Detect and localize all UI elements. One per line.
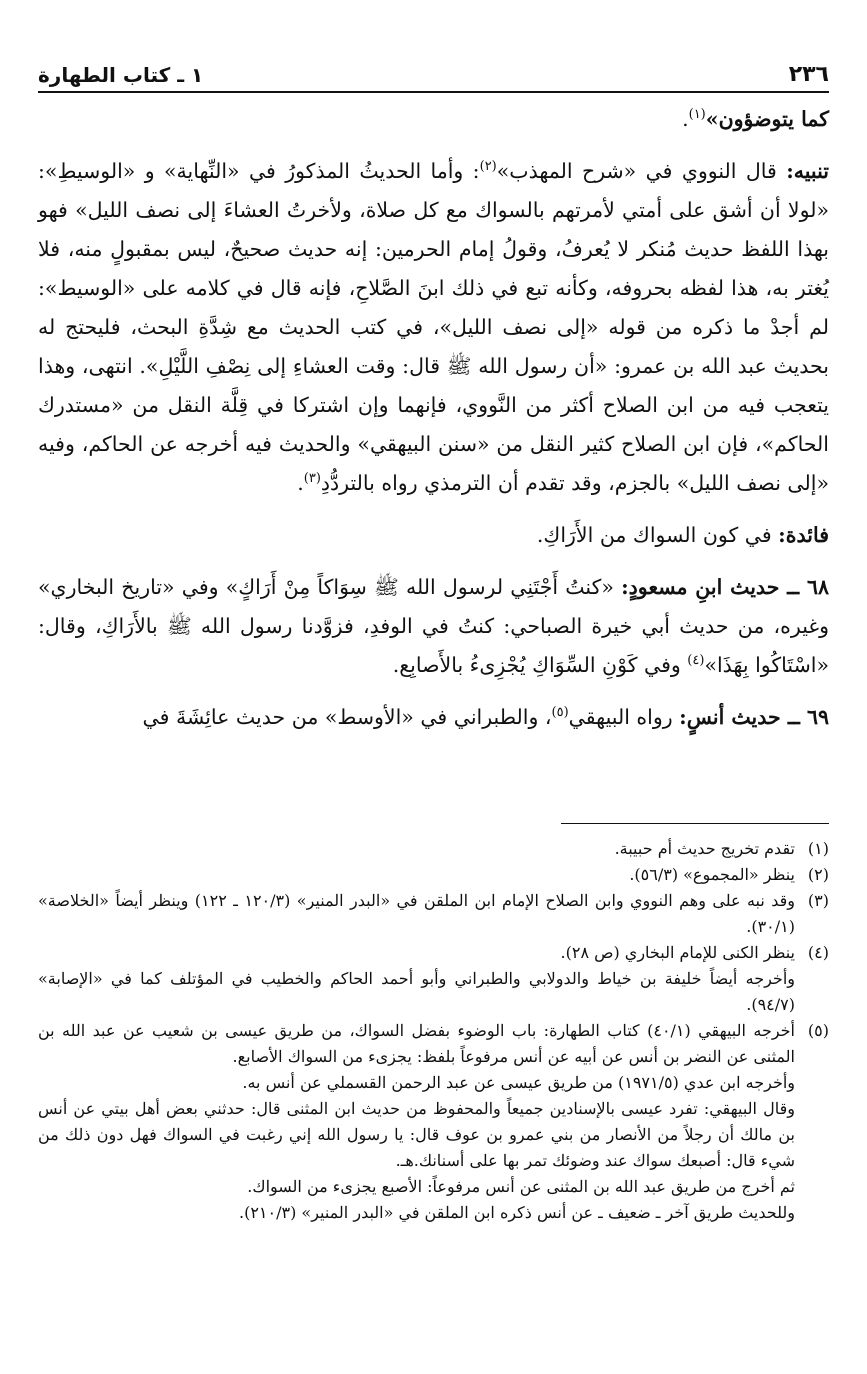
hadith-68-text-2: وفي كَوْنِ السِّوَاكِ يُجْزِىءُ بالأَصابِع.: [392, 653, 688, 677]
main-text: [38, 100, 829, 750]
hadith-69-text-1: رواه البيهقي: [568, 705, 680, 729]
footnote-item: [38, 862, 829, 888]
footnote-number: (٤): [807, 943, 829, 962]
opening-text: كما يتوضؤون»: [705, 107, 829, 131]
footnote-number: (٣): [807, 891, 829, 910]
footnote-number: (٥): [807, 1021, 829, 1040]
footnotes: [38, 836, 829, 1226]
paragraph-hadith-68: [38, 568, 829, 685]
paragraph-tanbih: [38, 152, 829, 503]
tanbih-text-1: قال النووي في «شرح المهذب»: [496, 159, 787, 183]
footnote-ref-2: (٢): [479, 159, 497, 175]
paragraph-hadith-69: [38, 698, 829, 737]
hadith-68-text-1: «كنتُ أَجْتَنِي لرسول الله ﷺ سِوَاكاً مِنْ أَرَاكٍ» وفي «تاريخ البخاري» وغيره، من حديث أبي خيرة الصباحي: كنتُ في الوفدِ، فزوَّدنا رسول الله ﷺ بالأَرَاكِ، وقال: «اسْتَاكُوا بِهَذَا»: [38, 575, 829, 677]
footnote-number: (١): [807, 839, 829, 858]
footnote-ref-3: (٣): [303, 471, 321, 487]
footnote-text: ينظر «المجموع» (٥٦/٣).: [629, 865, 795, 884]
opening-end: .: [682, 107, 689, 131]
faida-text: في كون السواك من الأَرَاكِ.: [536, 523, 779, 547]
page-header: [38, 55, 829, 93]
footnote-text: وقد نبه على وهم النووي وابن الصلاح الإمام ابن الملقن في «البدر المنير» (١٢٠/٣ ـ ١٢٢) وينظر أيضاً «الخلاصة» (٣٠/١).: [38, 891, 796, 936]
hadith-69-text-2: ، والطبراني في «الأوسط» من حديث عائِشَةَ في: [142, 705, 552, 729]
footnote-continuation: وقال البيهقي: تفرد عيسى بالإسنادين جميعاً والمحفوظ من حديث ابن المثنى قال: حدثني بعض أهل بيتي عن أنس بن مالك أن رجلاً من الأنصار من بني عمرو بن عوف قال: يا رسول الله إني رغبت في السواك فهل دون ذلك من شيء قال: أصبعك سواك عند وضوئك تمر بها على أسنانك.هـ.: [38, 1099, 795, 1170]
footnote-item: [38, 888, 829, 940]
footnote-ref-1: (١): [688, 107, 706, 123]
page-number: ٢٣٦: [788, 62, 829, 87]
hadith-68-label: ٦٨ ــ حديث ابنِ مسعودٍ:: [621, 575, 830, 599]
paragraph-faida: [38, 516, 829, 555]
footnote-ref-4: (٤): [687, 653, 705, 669]
footnote-item: [38, 836, 829, 862]
footnote-continuation: وللحديث طريق آخر ـ ضعيف ـ عن أنس ذكره ابن الملقن في «البدر المنير» (٢١٠/٣).: [238, 1203, 795, 1222]
footnote-text: أخرجه البيهقي (٤٠/١) كتاب الطهارة: باب الوضوء بفضل السواك، من طريق عيسى بن شعيب عن عبد الله بن المثنى عن النضر بن أنس عن أبيه عن أنس مرفوعاً بلفظ: يجزىء من السواك الأصابع.: [38, 1021, 796, 1066]
footnote-text: ينظر الكنى للإمام البخاري (ص ٢٨).: [560, 943, 795, 962]
footnote-divider: [561, 823, 829, 824]
footnote-item: [38, 940, 829, 966]
footnote-number: (٢): [807, 865, 829, 884]
tanbih-end: .: [297, 471, 304, 495]
running-title: ١ ـ كتاب الطهارة: [38, 63, 204, 87]
footnote-item: [38, 1018, 829, 1070]
tanbih-label: تنبيه:: [786, 159, 830, 183]
tanbih-text-2: : وأما الحديثُ المذكورُ في «النِّهاية» و «الوسيطِ»: «لولا أن أشق على أمتي لأمرتهم بالسواك مع كل صلاة، ولأخرتُ العشاءَ إلى نصف الليل» فهو بهذا اللفظ حديث مُنكر لا يُعرفُ، وقولُ إمام الحرمين: إنه حديث صحيحٌ، ليس بمقبولٍ منه، فلا يُغتر به، هذا لفظه بحروفه، وكأنه تبع في ذلك ابنَ الصَّلاحِ، فإنه قال في كلامه على «الوسيط»: لم أجدْ ما ذكره من قوله «إلى نصف الليل»، في كتب الحديث مع شِدَّةِ البحث، فليحتج له بحديث عبد الله بن عمرو: «أن رسول الله ﷺ قال: وقت العشاءِ إلى نِصْفِ اللَّيْلِ». انتهى، وهذا يتعجب فيه من ابن الصلاح أكثر من النَّووي، فإنهما وإن اشتركا في قِلَّة النقل من «مستدرك الحاكم»، فإن ابن الصلاح كثير النقل من «سنن البيهقي» والحديث فيه أخرجه عن الحاكم، وفيه «إلى نصف الليل» بالجزم، وقد تقدم أن الترمذي رواه بالتردُّدِ: [38, 159, 829, 495]
footnote-text: تقدم تخريج حديث أم حبيبة.: [614, 839, 795, 858]
faida-label: فائدة:: [778, 523, 829, 547]
paragraph-opening: [38, 100, 829, 139]
footnote-continuation: ثم أخرج من طريق عبد الله بن المثنى عن أنس مرفوعاً: الأصبع يجزىء من السواك.: [247, 1177, 795, 1196]
footnote-continuation: وأخرجه ابن عدي (١٩٧١/٥) من طريق عيسى عن عبد الرحمن القسملي عن أنس به.: [242, 1073, 795, 1092]
hadith-69-label: ٦٩ ــ حديث أنسٍ:: [679, 705, 829, 729]
footnote-continuation: وأخرجه أيضاً خليفة بن خياط والدولابي والطبراني وأبو أحمد الحاكم والخطيب في المؤتلف كما في «الإصابة» (٩٤/٧).: [38, 969, 795, 1014]
footnote-ref-5: (٥): [551, 705, 569, 721]
